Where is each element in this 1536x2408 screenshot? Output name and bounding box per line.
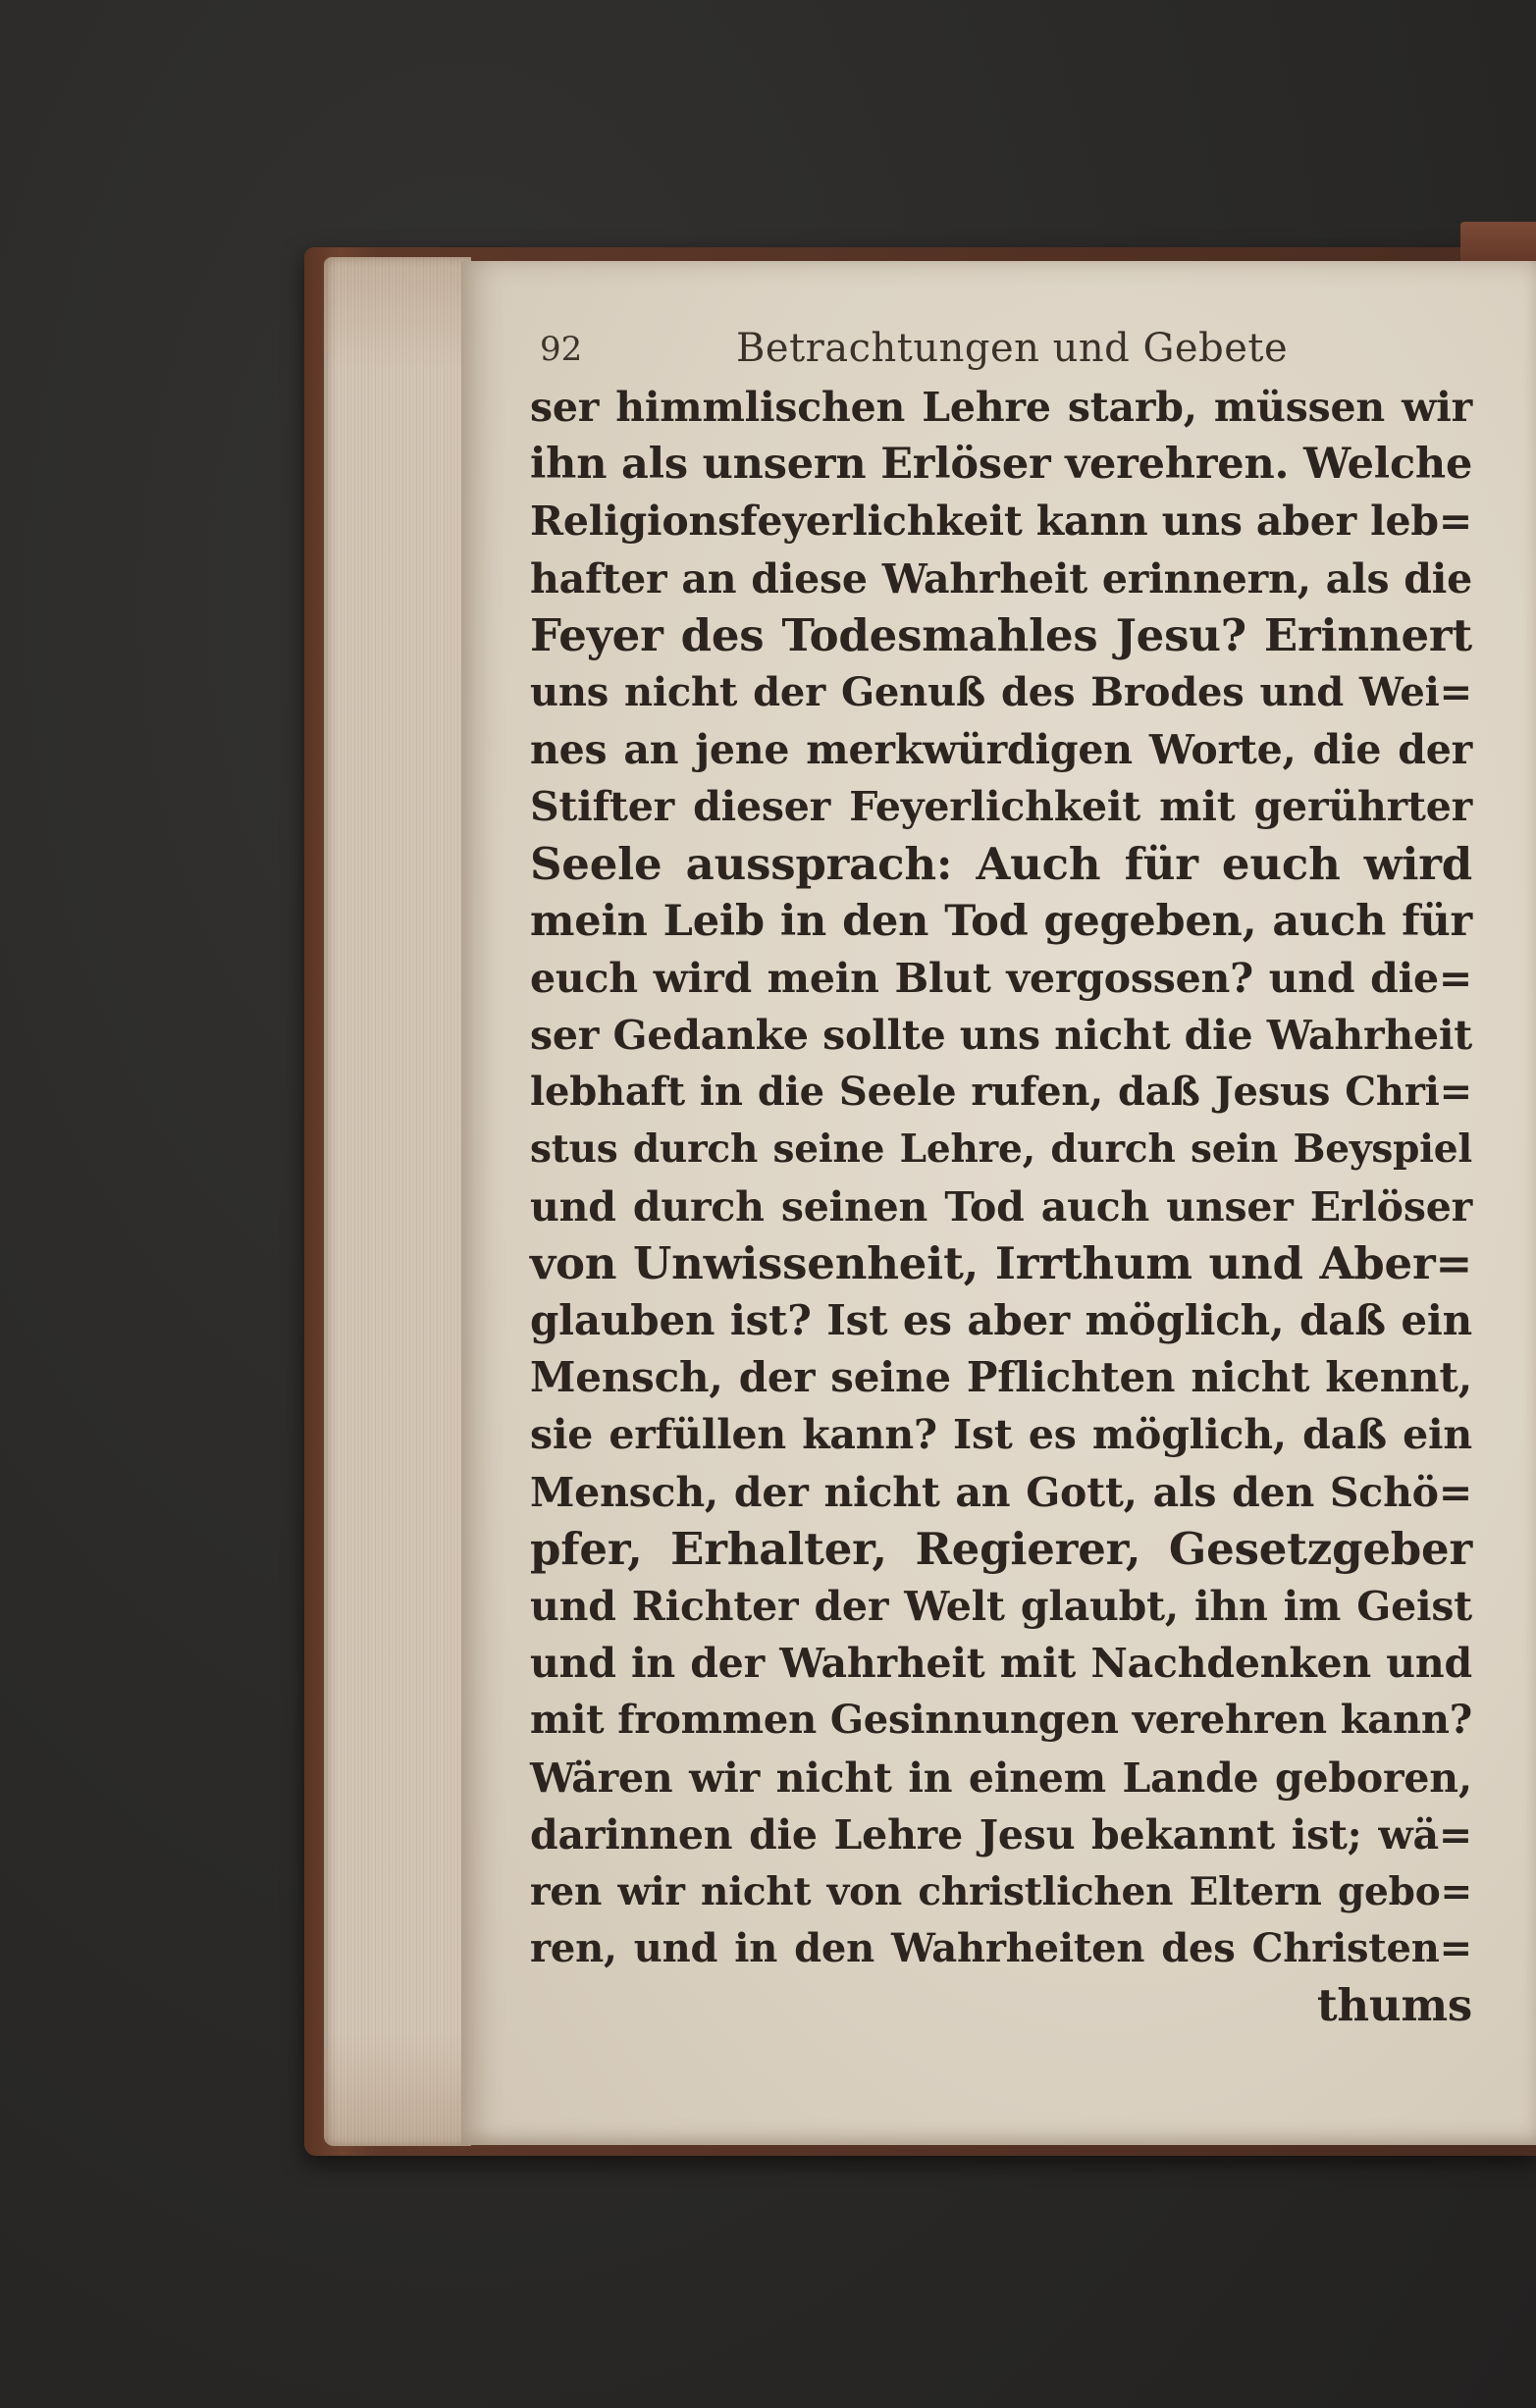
running-title: Betrachtungen und Gebete (736, 326, 1289, 371)
text-line: Feyer des Todesmahles Jesu? Erinnert (530, 608, 1472, 661)
catchword: thums (1316, 1979, 1472, 2032)
text-line: ser Gedanke sollte uns nicht die Wahrheit (530, 1012, 1472, 1060)
page-header (540, 320, 1423, 379)
page-number: 92 (540, 330, 583, 369)
text-line: ren, und in den Wahrheiten des Christen= (530, 1925, 1472, 1972)
text-line: pfer, Erhalter, Regierer, Gesetzgeber (530, 1522, 1472, 1575)
text-line: und Richter der Welt glaubt, ihn im Geist (530, 1582, 1472, 1630)
text-line: ihn als unsern Erlöser verehren. Welche (530, 440, 1473, 490)
text-line: darinnen die Lehre Jesu bekannt ist; wä= (530, 1810, 1472, 1858)
text-line: Mensch, der nicht an Gott, als den Schö= (530, 1468, 1472, 1516)
text-line: Seele aussprach: Auch für euch wird (530, 837, 1472, 890)
text-line: Stifter dieser Feyerlichkeit mit gerührter (530, 783, 1472, 831)
text-line: mit frommen Gesinnungen verehren kann? (530, 1697, 1472, 1744)
text-line: euch wird mein Blut vergossen? und die= (530, 954, 1472, 1002)
text-line: hafter an diese Wahrheit erinnern, als die (530, 554, 1472, 602)
book-page (461, 261, 1536, 2145)
text-line: stus durch seine Lehre, durch sein Beyspiel (530, 1126, 1472, 1173)
text-line: und durch seinen Tod auch unser Erlöser (530, 1182, 1472, 1230)
text-line: nes an jene merkwürdigen Worte, die der (530, 726, 1472, 774)
text-line: glauben ist? Ist es aber möglich, daß ein (530, 1296, 1472, 1344)
text-line: uns nicht der Genuß des Brodes und Wei= (530, 668, 1472, 715)
page-body (530, 379, 1472, 2034)
book-cover-corner (1460, 222, 1536, 261)
page-edges (324, 257, 471, 2146)
text-line: und in der Wahrheit mit Nachdenken und (530, 1640, 1472, 1688)
text-line: Religionsfeyerlichkeit kann uns aber leb= (530, 497, 1472, 546)
text-line: ser himmlischen Lehre starb, müssen wir (530, 384, 1472, 431)
text-line: ren wir nicht von christlichen Eltern gebo= (530, 1868, 1472, 1914)
text-line: Wären wir nicht in einem Lande geboren, (530, 1754, 1472, 1802)
text-line: lebhaft in die Seele rufen, daß Jesus Chri= (530, 1069, 1472, 1116)
text-line: sie erfüllen kann? Ist es möglich, daß ein (530, 1411, 1472, 1459)
text-line: mein Leib in den Tod gegeben, auch für (530, 896, 1472, 946)
text-line: von Unwissenheit, Irrthum und Aber= (530, 1236, 1472, 1289)
text-line: Mensch, der seine Pflichten nicht kennt, (530, 1353, 1472, 1402)
